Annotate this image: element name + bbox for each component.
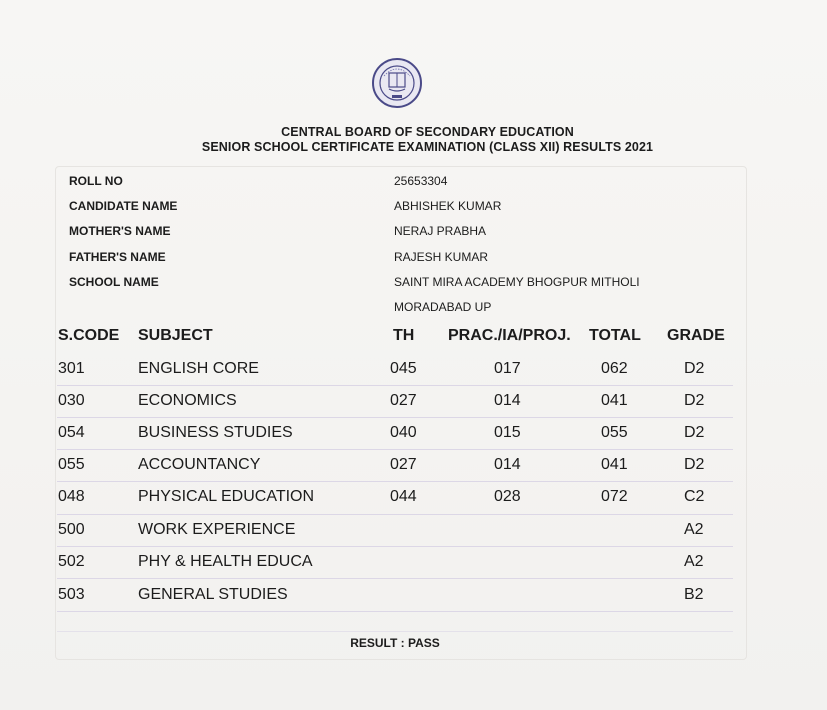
grade: A2: [684, 521, 704, 538]
subject-code: 502: [58, 553, 85, 570]
practical-marks: 028: [494, 488, 521, 505]
subject-name: PHY & HEALTH EDUCA: [138, 553, 313, 570]
theory-marks: 045: [390, 360, 417, 377]
result-status: RESULT : PASS: [350, 636, 440, 650]
practical-marks: 014: [494, 456, 521, 473]
subject-code: 500: [58, 521, 85, 538]
col-header-subject: SUBJECT: [138, 327, 213, 344]
row-divider: [57, 481, 733, 482]
subject-code: 030: [58, 392, 85, 409]
practical-marks: 017: [494, 360, 521, 377]
subject-code: 054: [58, 424, 85, 441]
subject-name: BUSINESS STUDIES: [138, 424, 293, 441]
total-marks: 041: [601, 392, 628, 409]
roll-no-value: 25653304: [394, 174, 448, 188]
subject-name: GENERAL STUDIES: [138, 586, 288, 603]
grade: D2: [684, 456, 705, 473]
grade: D2: [684, 392, 705, 409]
grade: B2: [684, 586, 704, 603]
school-name-value-line2: MORADABAD UP: [394, 300, 492, 314]
row-divider: [57, 546, 733, 547]
row-divider: [57, 514, 733, 515]
subject-name: ENGLISH CORE: [138, 360, 259, 377]
father-name-value: RAJESH KUMAR: [394, 250, 489, 264]
col-header-total: TOTAL: [589, 327, 641, 344]
col-header-code: S.CODE: [58, 327, 120, 344]
school-name-value: SAINT MIRA ACADEMY BHOGPUR MITHOLI: [394, 275, 640, 289]
subject-code: 055: [58, 456, 85, 473]
row-divider: [57, 417, 733, 418]
row-divider: [57, 578, 733, 579]
exam-title: SENIOR SCHOOL CERTIFICATE EXAMINATION (CLASS XII) RESULTS 2021: [201, 140, 654, 154]
row-divider: [57, 631, 733, 632]
grade: A2: [684, 553, 704, 570]
row-divider: [57, 385, 733, 386]
total-marks: 062: [601, 360, 628, 377]
grade: C2: [684, 488, 705, 505]
total-marks: 072: [601, 488, 628, 505]
subject-name: ACCOUNTANCY: [138, 456, 261, 473]
row-divider: [57, 449, 733, 450]
subject-name: PHYSICAL EDUCATION: [138, 488, 315, 505]
practical-marks: 014: [494, 392, 521, 409]
grade: D2: [684, 424, 705, 441]
total-marks: 041: [601, 456, 628, 473]
theory-marks: 027: [390, 392, 417, 409]
subject-code: 048: [58, 488, 85, 505]
subject-code: 503: [58, 586, 85, 603]
subject-name: WORK EXPERIENCE: [138, 521, 296, 538]
candidate-name-value: ABHISHEK KUMAR: [394, 199, 502, 213]
theory-marks: 040: [390, 424, 417, 441]
roll-no-label: ROLL NO: [69, 174, 123, 188]
grade: D2: [684, 360, 705, 377]
mother-name-value: NERAJ PRABHA: [394, 224, 487, 238]
col-header-prac: PRAC./IA/PROJ.: [448, 327, 571, 344]
subject-code: 301: [58, 360, 85, 377]
father-name-label: FATHER'S NAME: [69, 250, 166, 264]
cbse-logo-icon: [371, 56, 423, 112]
mother-name-label: MOTHER'S NAME: [69, 224, 171, 238]
practical-marks: 015: [494, 424, 521, 441]
theory-marks: 027: [390, 456, 417, 473]
candidate-name-label: CANDIDATE NAME: [69, 199, 178, 213]
board-title: CENTRAL BOARD OF SECONDARY EDUCATION: [281, 125, 574, 139]
col-header-th: TH: [393, 327, 415, 344]
col-header-grade: GRADE: [667, 327, 725, 344]
school-name-label: SCHOOL NAME: [69, 275, 159, 289]
total-marks: 055: [601, 424, 628, 441]
row-divider: [57, 611, 733, 612]
subject-name: ECONOMICS: [138, 392, 237, 409]
theory-marks: 044: [390, 488, 417, 505]
